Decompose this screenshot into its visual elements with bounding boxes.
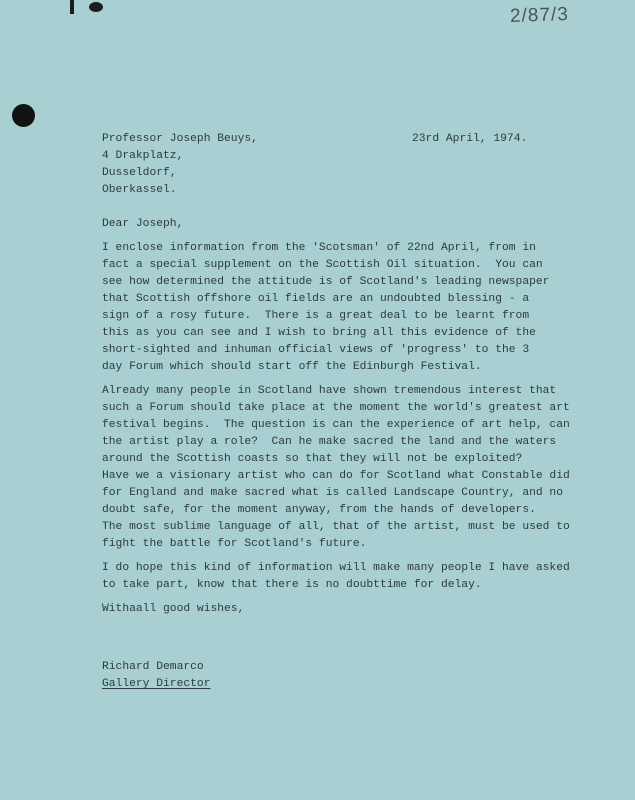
paragraph-line: Already many people in Scotland have shown tremendous interest that bbox=[102, 385, 557, 397]
staple-mark-right bbox=[89, 2, 103, 12]
signature-name: Richard Demarco bbox=[102, 661, 204, 673]
paragraph-line: festival begins. The question is can the experience of art help, can bbox=[102, 419, 570, 431]
recipient-address-line: Dusseldorf, bbox=[102, 167, 177, 179]
paragraph-line: doubt safe, for the moment anyway, from the hands of developers. bbox=[102, 504, 536, 516]
staple-mark bbox=[70, 0, 74, 14]
paragraph-line: short-sighted and inhuman official views of 'progress' to the 3 bbox=[102, 344, 530, 356]
recipient-address-line: Oberkassel. bbox=[102, 184, 177, 196]
paragraph-line: sign of a rosy future. There is a great deal to be learnt from bbox=[102, 310, 530, 322]
signature-title: Gallery Director bbox=[102, 678, 211, 690]
paragraph-line: for England and make sacred what is called Landscape Country, and no bbox=[102, 487, 563, 499]
paragraph-line: Have we a visionary artist who can do for Scotland what Constable did bbox=[102, 470, 570, 482]
paragraph-line: see how determined the attitude is of Scotland's leading newspaper bbox=[102, 276, 550, 288]
paragraph-line: this as you can see and I wish to bring all this evidence of the bbox=[102, 327, 536, 339]
paragraph-line: The most sublime language of all, that of the artist, must be used to bbox=[102, 521, 570, 533]
recipient-name: Professor Joseph Beuys, bbox=[102, 133, 258, 145]
paragraph-line: I enclose information from the 'Scotsman' of 22nd April, from in bbox=[102, 242, 536, 254]
punch-hole bbox=[12, 104, 35, 127]
letter-date: 23rd April, 1974. bbox=[412, 133, 528, 145]
closing: Withaall good wishes, bbox=[102, 603, 245, 615]
archive-reference: 2/87/3 bbox=[509, 3, 570, 28]
salutation: Dear Joseph, bbox=[102, 218, 184, 230]
paragraph-line: around the Scottish coasts so that they will not be exploited? bbox=[102, 453, 523, 465]
paragraph-line: such a Forum should take place at the moment the world's greatest art bbox=[102, 402, 570, 414]
paragraph-line: fight the battle for Scotland's future. bbox=[102, 538, 367, 550]
paragraph-line: the artist play a role? Can he make sacred the land and the waters bbox=[102, 436, 557, 448]
recipient-address-line: 4 Drakplatz, bbox=[102, 150, 184, 162]
paragraph-line: to take part, know that there is no doubttime for delay. bbox=[102, 579, 482, 591]
paragraph-line: that Scottish offshore oil fields are an undoubted blessing - a bbox=[102, 293, 530, 305]
paragraph-line: day Forum which should start off the Edinburgh Festival. bbox=[102, 361, 482, 373]
paragraph-line: I do hope this kind of information will make many people I have asked bbox=[102, 562, 570, 574]
paragraph-line: fact a special supplement on the Scottish Oil situation. You can bbox=[102, 259, 543, 271]
